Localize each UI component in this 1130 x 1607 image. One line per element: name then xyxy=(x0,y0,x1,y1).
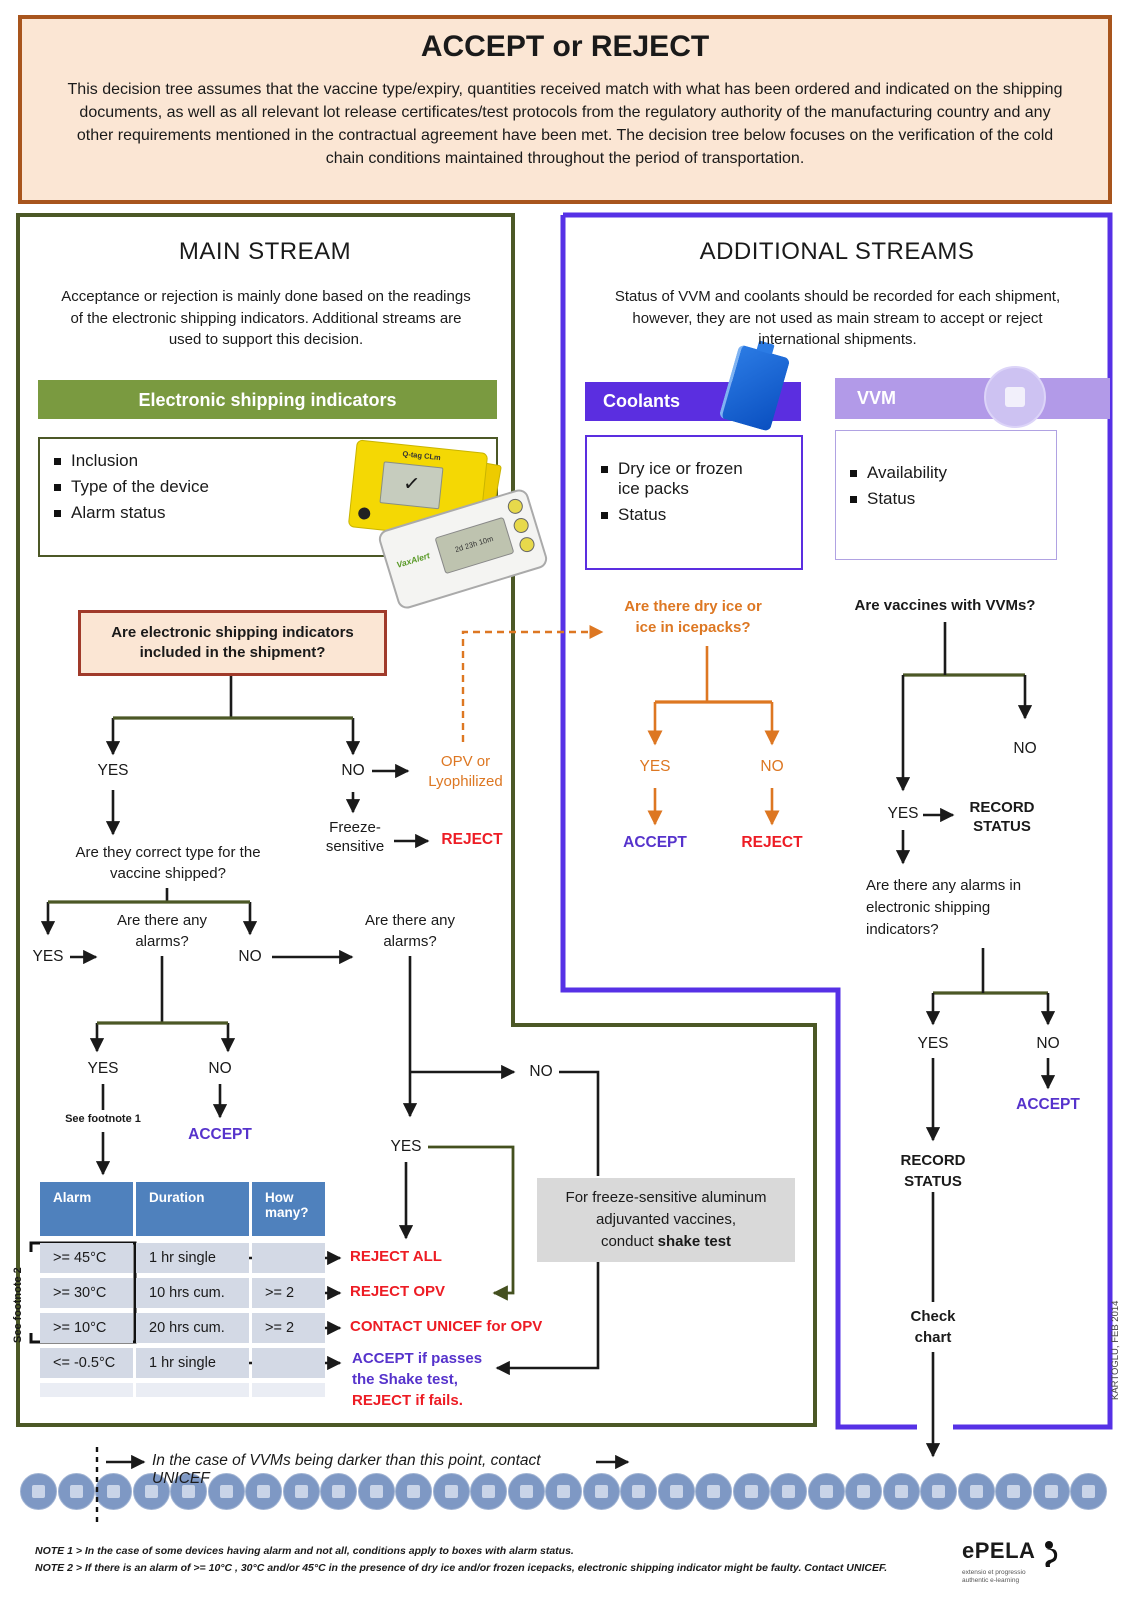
shake-test-bold: shake test xyxy=(657,1233,732,1250)
branch-yes-label: YES xyxy=(87,1060,119,1077)
shake-test-note-line: For freeze-sensitive aluminum xyxy=(565,1189,767,1206)
table-cell xyxy=(252,1348,325,1378)
branch-no-label: NO xyxy=(760,758,784,775)
reject-outcome: REJECT xyxy=(741,834,803,851)
epela-logo-figure-icon xyxy=(1040,1540,1058,1568)
bullet-icon xyxy=(850,496,857,503)
vvm-item: Status xyxy=(867,489,916,508)
q-correct-type: Are they correct type for the vaccine shipped? xyxy=(75,844,261,882)
branch-no-label: NO xyxy=(1036,1035,1060,1052)
footnote-1: NOTE 1 > In the case of some devices having alarm and not all, conditions apply to boxes with alarm status. xyxy=(35,1545,574,1557)
table-cell: >= 2 xyxy=(252,1278,325,1308)
table-filler-row xyxy=(252,1383,325,1397)
bullet-icon xyxy=(54,458,61,465)
bullet-icon xyxy=(601,466,608,473)
epela-tagline: extensio et progressio xyxy=(962,1568,1026,1576)
reject-fails-line: REJECT if fails. xyxy=(352,1392,463,1409)
checklist-item: Alarm status xyxy=(71,503,166,522)
table-header-duration: Duration xyxy=(136,1182,249,1236)
branch-yes-label: YES xyxy=(917,1035,949,1052)
qtag-screen: ✓ xyxy=(379,461,443,509)
bullet-icon xyxy=(54,510,61,517)
table-cell xyxy=(252,1243,325,1273)
table-cell: <= -0.5°C xyxy=(40,1348,133,1378)
accept-shake-line: ACCEPT if passes xyxy=(352,1350,483,1367)
vvm-banner xyxy=(835,378,1110,419)
q-indicators-included xyxy=(78,610,387,676)
branch-no-label: NO xyxy=(341,762,365,779)
yes-elbow-to-reject-opv xyxy=(428,1147,513,1293)
accept-shake-outcome xyxy=(352,1348,492,1411)
reject-all-outcome: REJECT ALL xyxy=(350,1248,442,1265)
q-alarms-in-indicators: Are there any alarms in electronic shipping indicators? xyxy=(866,875,1041,941)
checklist-item: Type of the device xyxy=(71,477,209,496)
table-cell: 1 hr single xyxy=(136,1243,249,1273)
vvm-banner-label: VVM xyxy=(857,388,897,408)
q-any-alarms-left: Are there any alarms? xyxy=(112,910,212,952)
q-indicators-included-label: Are electronic shipping indicators included in the shipment? xyxy=(111,624,354,661)
additional-streams-title: ADDITIONAL STREAMS xyxy=(699,238,975,265)
coolants-banner-label: Coolants xyxy=(603,391,681,411)
shake-test-note-box xyxy=(537,1178,795,1262)
shake-test-note-line: adjuvanted vaccines, xyxy=(595,1211,737,1228)
table-cell: >= 45°C xyxy=(40,1243,133,1273)
qtag-device-label: Q-tag CLm xyxy=(402,449,442,463)
vvm-icon-square xyxy=(1005,387,1025,407)
main-stream-title: MAIN STREAM xyxy=(178,238,352,265)
vaxalert-device-label: VaxAlert xyxy=(395,550,431,570)
branch-no-label: NO xyxy=(208,1060,232,1077)
coolants-tree xyxy=(655,646,772,824)
table-cell: 20 hrs cum. xyxy=(136,1313,249,1343)
branch-yes-label: YES xyxy=(32,948,64,965)
vaxalert-button-icon xyxy=(506,497,525,516)
reject-outcome: REJECT xyxy=(441,831,503,848)
epela-tagline: authentic e-learning xyxy=(962,1576,1020,1584)
table-header-howmany: How many? xyxy=(252,1182,325,1236)
branch-yes-label: YES xyxy=(386,1138,426,1156)
vvm-checklist-box xyxy=(835,430,1057,560)
branch-yes-label: YES xyxy=(97,762,129,779)
see-footnote1-label: See footnote 1 xyxy=(55,1113,151,1125)
check-chart-label: Check chart xyxy=(898,1306,968,1348)
footnote-2: NOTE 2 > If there is an alarm of >= 10°C , 30°C and/or 45°C in the presence of dry ice and/or frozen icepacks, electronic shipping indicator might be faulty. Contact UNICEF. xyxy=(35,1562,888,1574)
electronic-indicators-banner-label: Electronic shipping indicators xyxy=(138,390,397,410)
shake-test-note-line: conduct xyxy=(600,1233,658,1250)
record-status-label: RECORD STATUS xyxy=(893,1150,973,1192)
bullet-icon xyxy=(850,470,857,477)
vaxalert-button-icon xyxy=(518,535,537,554)
table-cell: >= 2 xyxy=(252,1313,325,1343)
checklist-item: Inclusion xyxy=(71,451,139,470)
bullet-icon xyxy=(54,484,61,491)
see-footnote2-label: See footnote 2 xyxy=(12,1267,24,1343)
reject-opv-outcome: REJECT OPV xyxy=(350,1283,446,1300)
table-cell: >= 30°C xyxy=(40,1278,133,1308)
freeze-sensitive-label: Freeze-sensitive xyxy=(325,819,385,855)
table-cell: 1 hr single xyxy=(136,1348,249,1378)
epela-logo xyxy=(962,1538,1112,1586)
bullet-icon xyxy=(601,512,608,519)
vaxalert-button-icon xyxy=(512,516,531,535)
page-title: ACCEPT or REJECT xyxy=(420,30,710,63)
table-filler-row xyxy=(40,1383,133,1397)
electronic-indicators-banner xyxy=(38,380,497,419)
coolants-checklist-box xyxy=(585,435,803,570)
record-status-label: RECORD STATUS xyxy=(969,799,1035,835)
dashed-crossover xyxy=(463,632,602,742)
table-header-alarm: Alarm xyxy=(40,1182,133,1236)
q-vaccines-with-vvms: Are vaccines with VVMs? xyxy=(854,597,1036,614)
epela-logo-text: ePELA xyxy=(962,1538,1036,1563)
coolants-item: Status xyxy=(618,505,667,524)
accept-outcome: ACCEPT xyxy=(188,1126,252,1143)
vvm-item: Availability xyxy=(867,463,948,482)
branch-yes-label: YES xyxy=(883,805,923,823)
accept-outcome: ACCEPT xyxy=(623,834,687,851)
branch-no-label: NO xyxy=(238,948,262,965)
header-body: This decision tree assumes that the vaccine type/expiry, quantities received match with what has been ordered and indicated on the shipping documents, as well as all relevant lot release certificates/test protocols from the regulatory authority of the manufacturing country and any other requirements mentioned in the contractual agreement have been met. The decision tree below focuses on the verification of the cold chain conditions maintained throughout the period of transportation. xyxy=(67,81,1063,167)
contact-unicef-outcome: CONTACT UNICEF for OPV xyxy=(350,1318,543,1335)
branch-no-label: NO xyxy=(1013,740,1037,757)
coolants-item: Dry ice or frozen ice packs xyxy=(618,459,743,498)
accept-shake-line: the Shake test, xyxy=(352,1371,458,1388)
author-credit: KARTOGLU, FEB 2014 xyxy=(1110,1300,1121,1400)
q-dry-ice: Are there dry ice or ice in icepacks? xyxy=(624,598,762,636)
vaxalert-screen: 2d 23h 10m xyxy=(434,517,514,574)
table-cell: >= 10°C xyxy=(40,1313,133,1343)
qtag-stop-button-icon xyxy=(358,507,371,520)
main-stream-intro: Acceptance or rejection is mainly done based on the readings of the electronic shipping indicators. Additional streams are used to support this decision. xyxy=(61,288,471,348)
table-cell: 10 hrs cum. xyxy=(136,1278,249,1308)
branch-yes-label: YES xyxy=(639,758,671,775)
branch-no-label: NO xyxy=(529,1063,553,1080)
accept-outcome: ACCEPT xyxy=(1016,1096,1080,1113)
table-filler-row xyxy=(136,1383,249,1397)
additional-streams-intro: Status of VVM and coolants should be recorded for each shipment, however, they are not used as main stream to accept or reject international shipments. xyxy=(614,288,1061,348)
opv-lyophilized-label: OPV or Lyophilized xyxy=(428,753,503,790)
q-any-alarms-right: Are there any alarms? xyxy=(360,910,460,952)
vvm-strip-note: In the case of VVMs being darker than this point, contact UNICEF xyxy=(152,1452,541,1487)
vvm-icon xyxy=(984,366,1046,428)
